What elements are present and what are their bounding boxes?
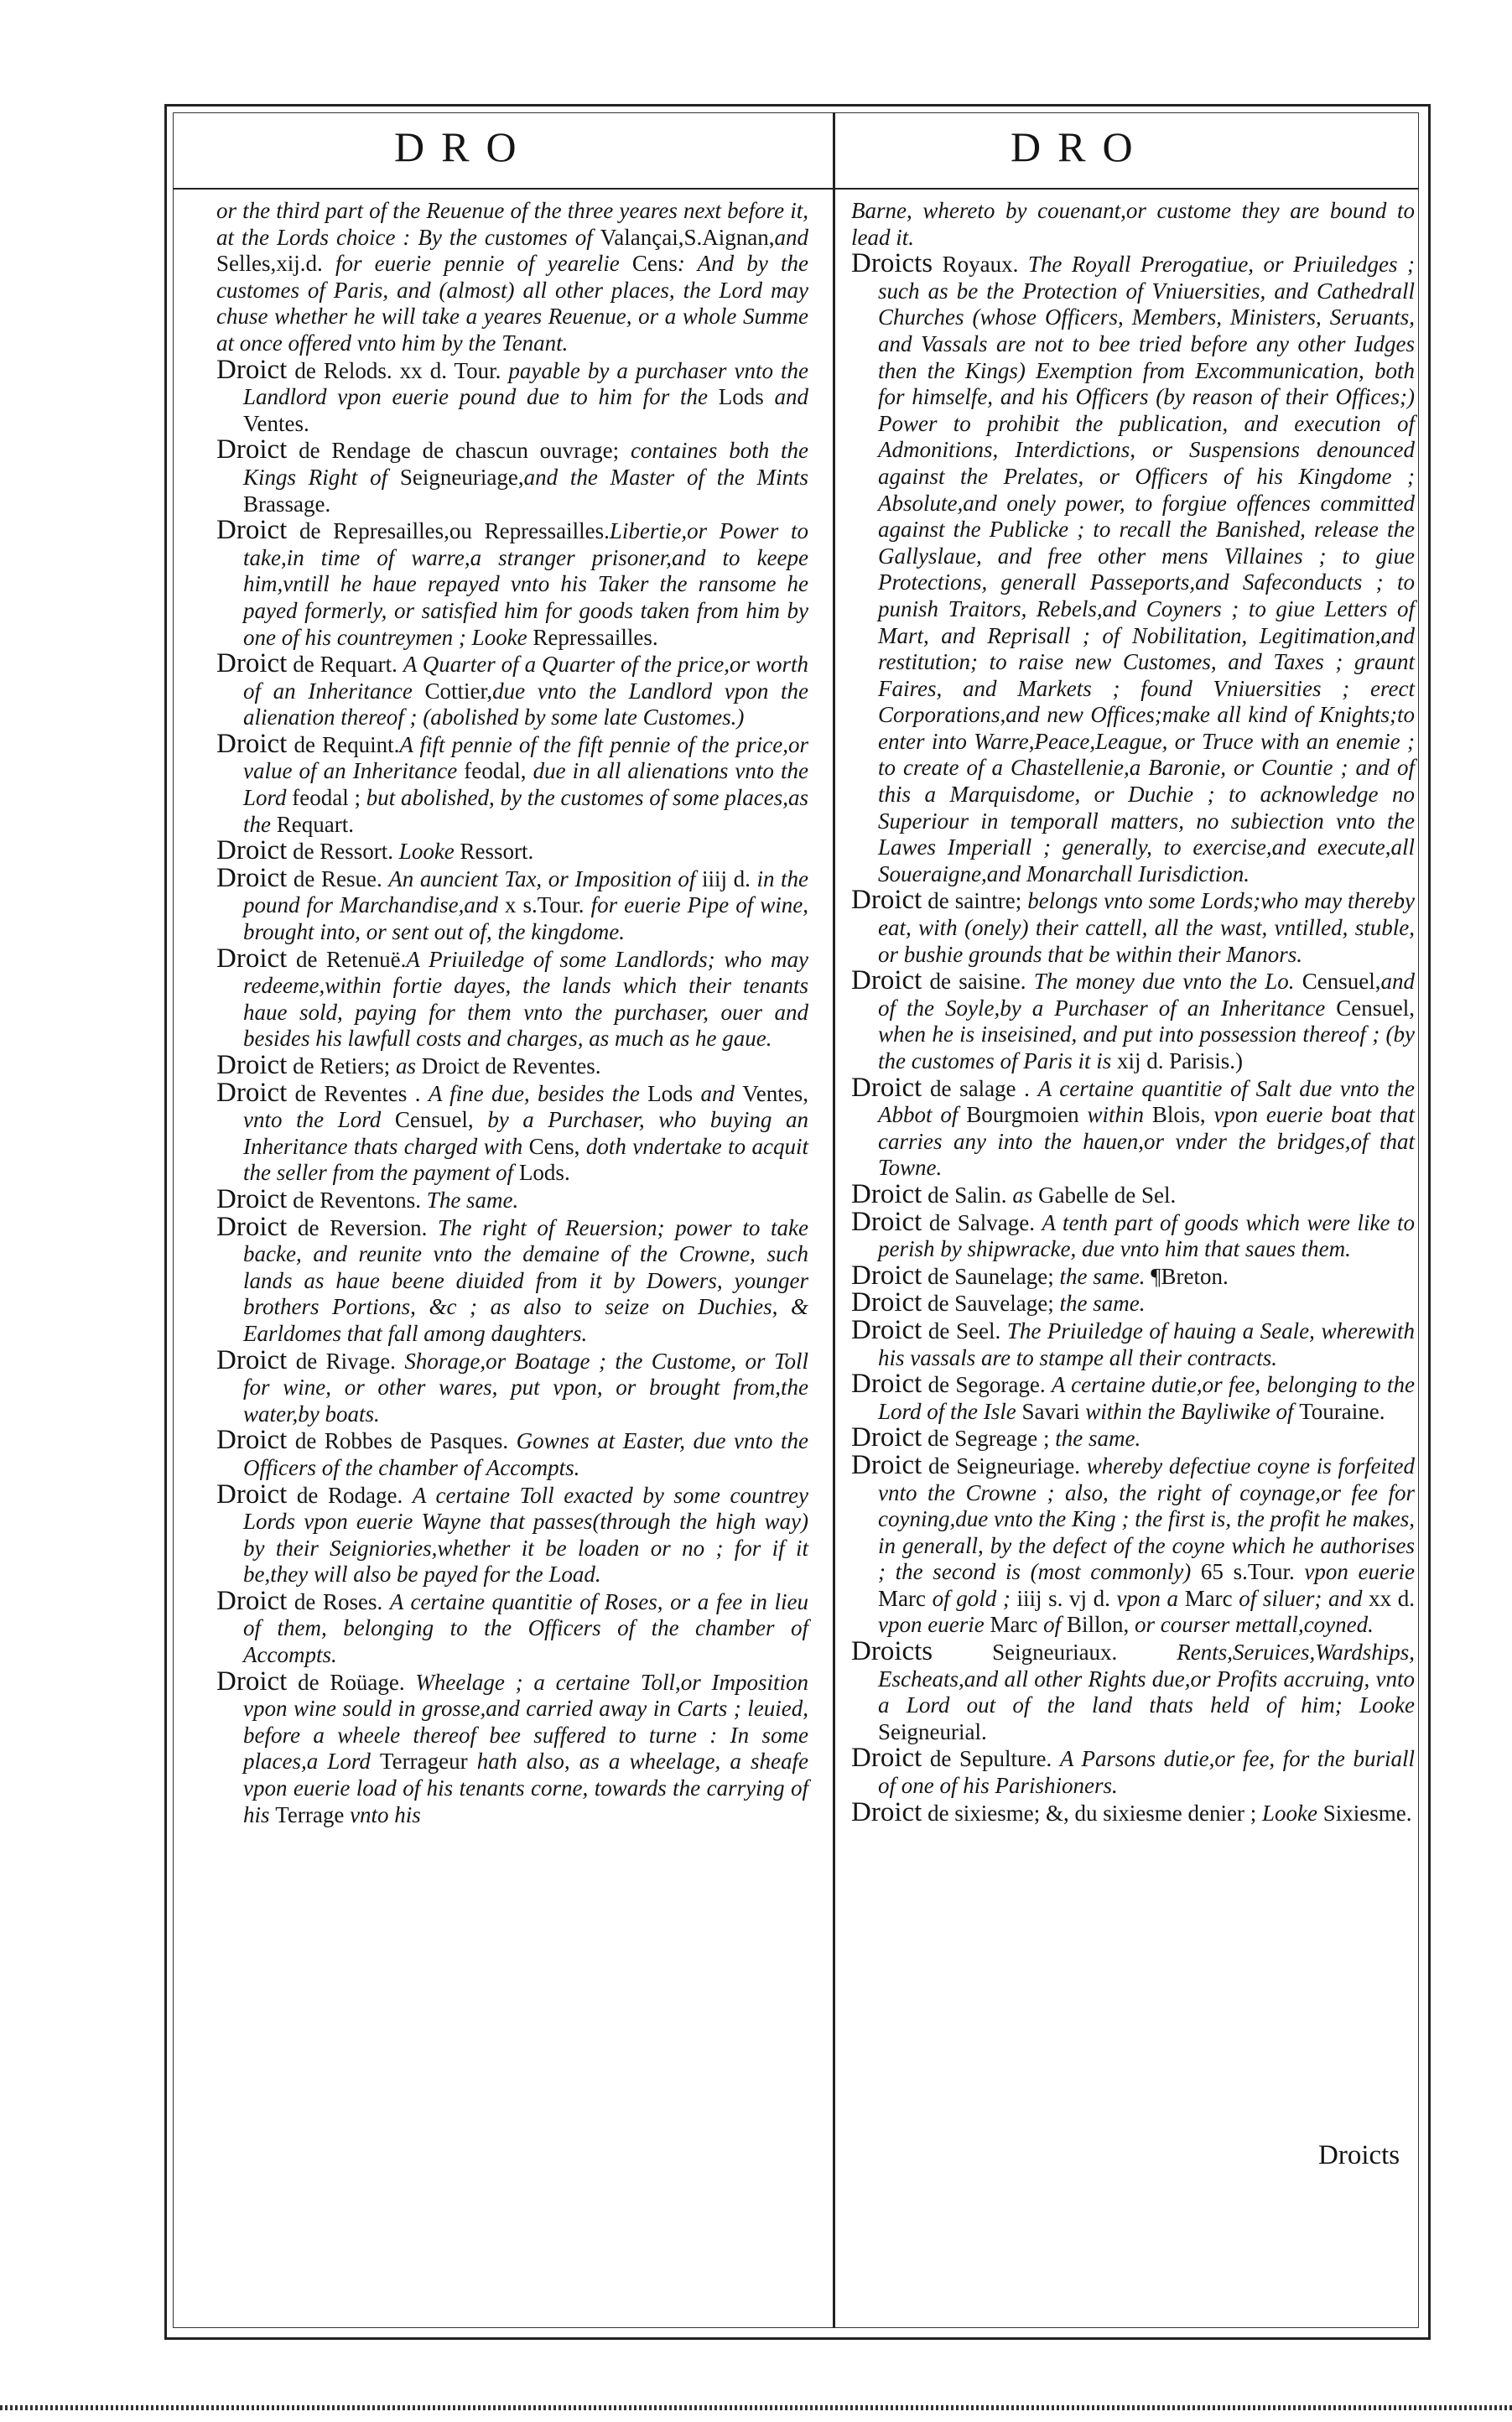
dictionary-entry (851, 965, 1415, 1074)
entry-text: Looke (398, 839, 460, 865)
dictionary-entry (216, 434, 809, 517)
entry-headword: Droict (216, 1425, 288, 1456)
entry-text: de Seel. (922, 1318, 1007, 1344)
entry-text: Gownes at Easter, due vnto the Officers of the chamber of Accompts. (243, 1428, 808, 1480)
entry-text: the same. (1055, 1426, 1141, 1452)
entry-text: ¶Breton. (1151, 1263, 1229, 1289)
entry-text: within (1087, 1102, 1152, 1128)
entry-text: A certaine Toll exacted by some countrey Lords vpon euerie Wayne that passes(through the high way) by their Seigniories,whether it be loaden or no ; for if it be,they will also be payed for the Load. (243, 1482, 808, 1588)
entry-text: : And by the customes of Paris, and (almost) all other places, the Lord may chuse whether he will take a yeares Reuenue, or a whole Summe at once offered vnto him by the Tenant. (216, 251, 809, 356)
entry-text: Ventes. (243, 410, 309, 436)
dictionary-entry (851, 1745, 1415, 1799)
dictionary-entry (851, 1206, 1416, 1263)
entry-text: Requart. (276, 811, 354, 837)
entry-text: payable by a purchaser vnto the Landlord vpon euerie pound due to him for the (243, 357, 808, 410)
entry-text: de Retenuë. (287, 946, 407, 972)
dictionary-entry (216, 648, 808, 731)
entry-text: doth vndertake to acquit the seller from the payment of (243, 1133, 809, 1186)
dictionary-entry (851, 887, 1415, 968)
entry-text: A tenth part of goods which were like to perish by shipwracke, due vnto him that saues them. (878, 1209, 1416, 1262)
entry-text: de salage . (922, 1075, 1038, 1101)
entry-text: A Quarter of a Quarter of the price,or worth of an Inheritance (243, 652, 808, 704)
entry-text: within the Bayliwike of (1085, 1398, 1300, 1424)
entry-text: Sixiesme. (1322, 1800, 1412, 1826)
entry-headword: Droict (216, 1050, 288, 1080)
entry-text: due in all alienations vnto the Lord (243, 758, 808, 811)
running-head-left: DRO (394, 123, 533, 170)
entry-text: vnto his (350, 1801, 421, 1827)
entry-text: Seigneuriaux. (933, 1640, 1177, 1666)
entry-text: A fine due, besides the (428, 1080, 648, 1106)
entry-headword: Droict (216, 1183, 288, 1214)
entry-text: de Saunelage; (922, 1263, 1060, 1289)
entry-text: Valançai,S.Aignan, (600, 224, 775, 250)
entry-text: de Salvage. (922, 1209, 1042, 1235)
dictionary-entry (851, 248, 1415, 887)
entry-text: Ventes, (742, 1080, 809, 1106)
entry-text: Seigneuriage, (399, 464, 524, 490)
entry-text: feodal ; (292, 785, 366, 811)
entry-text: containes both the Kings Right of (243, 438, 808, 490)
entry-text: de Sauvelage; (922, 1291, 1060, 1317)
entry-headword: Droict (216, 862, 288, 893)
entry-text: Rents,Seruices,Wardships, Escheats,and all other Rights due,or Profits accruing, vnto a Lord out of the land thats held of him; Looke (878, 1640, 1415, 1718)
entry-text: due vnto the Landlord vpon the alienation thereof ; (abolished by some late Customes.) (243, 678, 808, 730)
entry-text: de Reventes . (287, 1080, 429, 1106)
entry-headword: Droict (851, 1314, 922, 1345)
entry-text: Marc (878, 1585, 933, 1611)
dictionary-entry (851, 1422, 1415, 1453)
entry-text: Marc (1184, 1585, 1239, 1611)
entry-headword: Droict (851, 965, 922, 996)
entry-text: de Robbes de Pasques. (287, 1428, 517, 1454)
header-rule (173, 188, 1419, 190)
entry-text: A fift pennie of the fift pennie of the price,or value of an Inheritance (243, 731, 808, 784)
entry-text: for euerie pennie of yearelie (322, 251, 632, 277)
entry-text: and the Master of the Mints (523, 464, 809, 490)
entry-text: xij d. Parisis.) (1117, 1048, 1244, 1073)
entry-text: by a Purchaser, who buying an Inheritance thats charged with (243, 1107, 808, 1159)
dictionary-entry (216, 1479, 808, 1588)
entry-text: Terrageur (380, 1749, 477, 1775)
dictionary-entry (216, 728, 808, 838)
entry-headword: Droict (216, 515, 288, 546)
entry-headword: Droict (216, 1479, 288, 1510)
entry-headword: Droict (216, 1077, 288, 1108)
entry-text: 65 s.Tour. (1200, 1559, 1305, 1585)
running-head-right: DRO (1011, 123, 1150, 170)
entry-text: Censuel, (1336, 995, 1415, 1021)
entry-text: de Sepulture. (922, 1746, 1060, 1772)
entry-headword: Droict (216, 943, 288, 974)
entry-text: of gold ; (932, 1585, 1017, 1611)
dictionary-entry (851, 1260, 1415, 1291)
entry-text: Lods (647, 1080, 701, 1106)
dictionary-entry (216, 943, 808, 1052)
entry-text: de Requart. (287, 652, 403, 678)
entry-text: of (1043, 1612, 1067, 1638)
entry-headword: Droict (216, 354, 288, 385)
entry-headword: Droict (216, 1666, 288, 1697)
entry-text: of siluer; and (1239, 1585, 1369, 1611)
entry-text: vpon euerie boat that carries any into the hauen,or vnder the bridges,of that Towne. (878, 1102, 1415, 1181)
entry-headword: Droict (216, 1211, 288, 1242)
entry-text: the same. (1059, 1291, 1146, 1317)
dictionary-entry (216, 1052, 808, 1080)
entry-text: de Rendage de chascun ouvrage; (287, 438, 631, 464)
entry-text: Terrage (275, 1801, 351, 1827)
bottom-scan-edge (0, 2405, 1512, 2410)
entry-text: Wheelage ; a certaine Toll,or Imposition vpon wine sould in grosse,and carried away in Carts ; leuied, before a wheele thereof bee suffered to turne : In some places,a Lord (243, 1669, 808, 1775)
entry-text: Royaux. (933, 252, 1028, 278)
entry-headword: Droict (216, 434, 288, 465)
dictionary-entry (851, 1178, 1415, 1209)
entry-text: and (774, 384, 809, 410)
entry-text: Cens (631, 251, 678, 277)
entry-text: Lods. (518, 1160, 570, 1186)
entry-text: Seigneurial. (878, 1718, 987, 1744)
entry-text: whereby defectiue coyne is forfeited vnto the Crowne ; also, the right of coynage,or fee for coyning,due vnto the King ; the first is, the profit he makes, in generall, by the defect of the coyne which he authorises ; the second is (most commonly) (878, 1453, 1415, 1585)
left-column (216, 198, 808, 1828)
entry-text: or the third part of the Reuenue of the three yeares next before it, at the Lords choice : By the customes of (216, 198, 808, 250)
entry-headword: Droict (216, 1585, 288, 1616)
entry-text: de Rodage. (287, 1482, 413, 1508)
entry-text: de Ressort. (287, 839, 399, 865)
entry-text: as (396, 1053, 422, 1078)
entry-text: Selles,xij.d. (216, 251, 323, 277)
dictionary-entry (216, 1211, 808, 1348)
entry-text: belongs vnto some Lords;who may thereby eat, with (onely) their cattell, all the wast, vntilled, stuble, or bushie grounds that be within their Manors. (878, 888, 1415, 967)
entry-headword: Droict (851, 1178, 922, 1209)
catchword: Droicts (1318, 2140, 1400, 2170)
entry-text: vpon euerie (1304, 1559, 1415, 1585)
dictionary-entry (216, 1183, 808, 1214)
dictionary-entry (851, 1636, 1415, 1745)
entry-text: and (700, 1080, 743, 1106)
column-divider (833, 112, 835, 2328)
entry-text: but abolished, by the customes of some places,as the (243, 785, 808, 837)
entry-text: de Roses. (287, 1588, 390, 1614)
entry-text: de Rivage. (287, 1348, 405, 1374)
entry-headword: Droict (851, 1072, 922, 1103)
dictionary-entry (216, 198, 808, 357)
entry-text: de saisine. (922, 969, 1034, 995)
dictionary-entry (216, 354, 809, 438)
entry-headword: Droict (851, 1206, 922, 1237)
entry-headword: Droict (851, 1743, 922, 1774)
entry-text: vpon a (1116, 1585, 1185, 1611)
entry-text: The Royall Prerogatiue, or Priuiledges ; such as be the Protection of Vniuersities, and Cathedrall Churches (whose Officers, Members, Ministers, Seruants, and Vassals are not to bee tried before any other Iudges then the Kings) Exemption from Excommunication, both for himselfe, and his Officers (by reason of their Offices;) Power to prohibit the publication, and execution of Admonitions, Interdictions, or Suspensions denounced against the Prelates, or Officers of his Kingdome ; Absolute,and onely power, to forgiue offences committed against the Publicke ; to recall the Banished, release the Gallyslaue, and free other mens Villaines ; to giue Protections, generall Passeports,and Safeconducts ; to punish Traitors, Rebels,and Coyners ; to giue Letters of Mart, and Reprisall ; of Nobilitation, Legitimation,and restitution; to raise new Customes, and Taxes ; graunt Faires, and Markets ; found Vniuersities ; erect Corporations,and new Offices;make all kind of Knights;to enter into Warre,Peace,League, or Truce with an enemie ; to create of a Chastellenie,a Baronie, or Countie ; and of this a Marquisdome, or Duchie ; to acknowledge no Superiour in temporall matters, no subiection vnto the Lawes Imperiall ; generally, to exercise,and execute,all Soueraigne,and Monarchall Iurisdiction. (878, 252, 1415, 886)
entry-text: de Relods. xx d. Tour. (287, 357, 509, 383)
entry-text: xx d. (1369, 1585, 1416, 1611)
dictionary-entry (216, 835, 808, 866)
entry-text: Looke (1262, 1800, 1323, 1826)
entry-text: de Segorage. (922, 1372, 1052, 1398)
entry-text: The money due vnto the Lo. (1033, 969, 1302, 995)
entry-text: Gabelle de Sel. (1038, 1182, 1177, 1208)
entry-headword: Droict (216, 648, 288, 679)
entry-text: An auncient Tax, or Imposition of (388, 865, 703, 891)
entry-headword: Droict (851, 1449, 922, 1480)
entry-text: as (1012, 1182, 1039, 1208)
entry-headword: Droict (851, 1796, 922, 1827)
entry-text: for euerie Pipe of wine, brought into, or sent out of, the kingdome. (243, 892, 808, 945)
entry-headword: Droict (851, 885, 922, 916)
entry-text: de Seigneuriage. (922, 1453, 1087, 1479)
entry-text: Libertie,or Power to take,in time of warre,a stranger prisoner,and to keepe him,vntill he haue repayed vnto his Taker the ransome he payed formerly, or satisfied him for goods taken from him by one of his countreymen ; Looke (243, 518, 809, 650)
entry-text: de Salin. (922, 1182, 1013, 1208)
dictionary-entry (216, 862, 809, 946)
entry-text: de Segreage ; (922, 1426, 1056, 1452)
right-column (851, 198, 1415, 1827)
entry-text: Ressort. (460, 839, 534, 865)
entry-text: de saintre; (922, 888, 1028, 914)
entry-text: hath also, as a wheelage, a sheafe vpon euerie load of his tenants corne, towards the carrying of his (243, 1749, 808, 1827)
entry-text: vpon euerie (878, 1612, 990, 1638)
entry-text: Repressailles. (533, 624, 658, 650)
entry-text: Bourgmoien (966, 1102, 1088, 1128)
entry-text: Censuel, (1302, 969, 1381, 995)
dictionary-entry (216, 517, 808, 651)
entry-text: The Priuiledge of hauing a Seale, wherewith his vassals are to stampe all their contracts. (878, 1318, 1415, 1370)
entry-text: and of the Soyle,by a Purchaser of an Inheritance (878, 969, 1415, 1021)
entry-text: A Parsons dutie,or fee, for the buriall of one of his Parishioners. (878, 1746, 1415, 1799)
entry-text: de Represailles,ou Repressailles. (287, 518, 610, 544)
entry-text: de Roüage. (287, 1669, 416, 1695)
entry-text: de Requint. (287, 731, 400, 757)
entry-headword: Droicts (851, 248, 933, 279)
entry-headword: Droict (851, 1422, 922, 1453)
entry-text: A certaine quantitie of Salt due vnto the Abbot of (878, 1075, 1415, 1128)
entry-text: Cottier, (424, 678, 493, 704)
entry-text: in the pound for Marchandise,and (243, 865, 809, 918)
entry-text: A certaine dutie,or fee, belonging to the Lord of the Isle (878, 1372, 1415, 1424)
entry-text: de Reversion. (287, 1214, 439, 1240)
entry-headword: Droict (851, 1260, 922, 1291)
entry-text: vnto the Lord (243, 1107, 395, 1133)
dictionary-entry (216, 1077, 809, 1187)
entry-text: A certaine quantitie of Roses, or a fee in lieu of them, belonging to the Officers of the chamber of Accompts. (243, 1588, 808, 1668)
entry-text: iiij s. vj d. (1016, 1585, 1117, 1611)
entry-text: the same. (1059, 1263, 1151, 1289)
entry-headword: Droicts (851, 1636, 933, 1667)
entry-text: when he is inseisined, and put into possession thereof ; (by the customes of Paris it is (878, 1021, 1415, 1073)
entry-headword: Droict (216, 835, 288, 866)
dictionary-entry (851, 1371, 1415, 1425)
entry-text: Censuel, (394, 1107, 488, 1133)
dictionary-entry (851, 1072, 1415, 1182)
entry-text: and (774, 224, 808, 250)
entry-headword: Droict (216, 728, 288, 759)
entry-text: de Reventons. (287, 1187, 427, 1213)
entry-text: Lods (718, 384, 775, 410)
entry-text: Billon, (1066, 1612, 1135, 1638)
entry-text: de Retiers; (287, 1053, 397, 1078)
entry-text: The same. (426, 1187, 519, 1213)
dictionary-entry (216, 1427, 808, 1481)
entry-text: Cens, (528, 1133, 586, 1159)
dictionary-entry (851, 1287, 1415, 1318)
entry-text: A Priuiledge of some Landlords; who may redeeme,within fortie dayes, the lands which their tenants haue sold, paying for them vnto the purchaser, ouer and besides his lawfull costs and charges, as much as he gaue. (243, 946, 808, 1052)
entry-text: Barne, whereto by couenant,or custome they are bound to lead it. (851, 198, 1415, 250)
dictionary-entry (216, 1585, 808, 1669)
entry-text: Marc (990, 1612, 1044, 1638)
entry-headword: Droict (216, 1344, 288, 1375)
dictionary-entry (851, 1314, 1415, 1371)
entry-headword: Droict (851, 1369, 922, 1400)
entry-text: de sixiesme; &, du sixiesme denier ; (922, 1800, 1262, 1826)
entry-text: Savari (1021, 1398, 1086, 1424)
entry-text: Droict de Reventes. (421, 1053, 601, 1078)
entry-text: Blois, (1151, 1102, 1214, 1128)
entry-text: Touraine. (1299, 1398, 1385, 1424)
dictionary-entry (216, 1666, 808, 1829)
dictionary-entry (851, 1796, 1415, 1827)
entry-headword: Droict (851, 1287, 922, 1318)
entry-text: iiij d. (702, 865, 757, 891)
entry-text: The right of Reuersion; power to take backe, and reunite vnto the demaine of the Crowne, such lands as haue beene diuided from it by Dowers, younger brothers Portions, &c ; as also to seize on Duchies, & Earldomes that fall among daughters. (243, 1214, 808, 1346)
dictionary-entry (851, 1449, 1416, 1639)
dictionary-entry (216, 1344, 808, 1428)
entry-text: or courser mettall,coyned. (1134, 1612, 1374, 1638)
dictionary-entry (851, 198, 1415, 251)
entry-text: x s.Tour. (504, 892, 591, 918)
entry-text: Shorage,or Boatage ; the Custome, or Toll for wine, or other wares, put vpon, or brought from,the water,by boats. (243, 1348, 808, 1427)
entry-text: feodal, (464, 758, 533, 784)
entry-text: de Resue. (287, 865, 389, 891)
entry-text: Brassage. (243, 491, 331, 517)
